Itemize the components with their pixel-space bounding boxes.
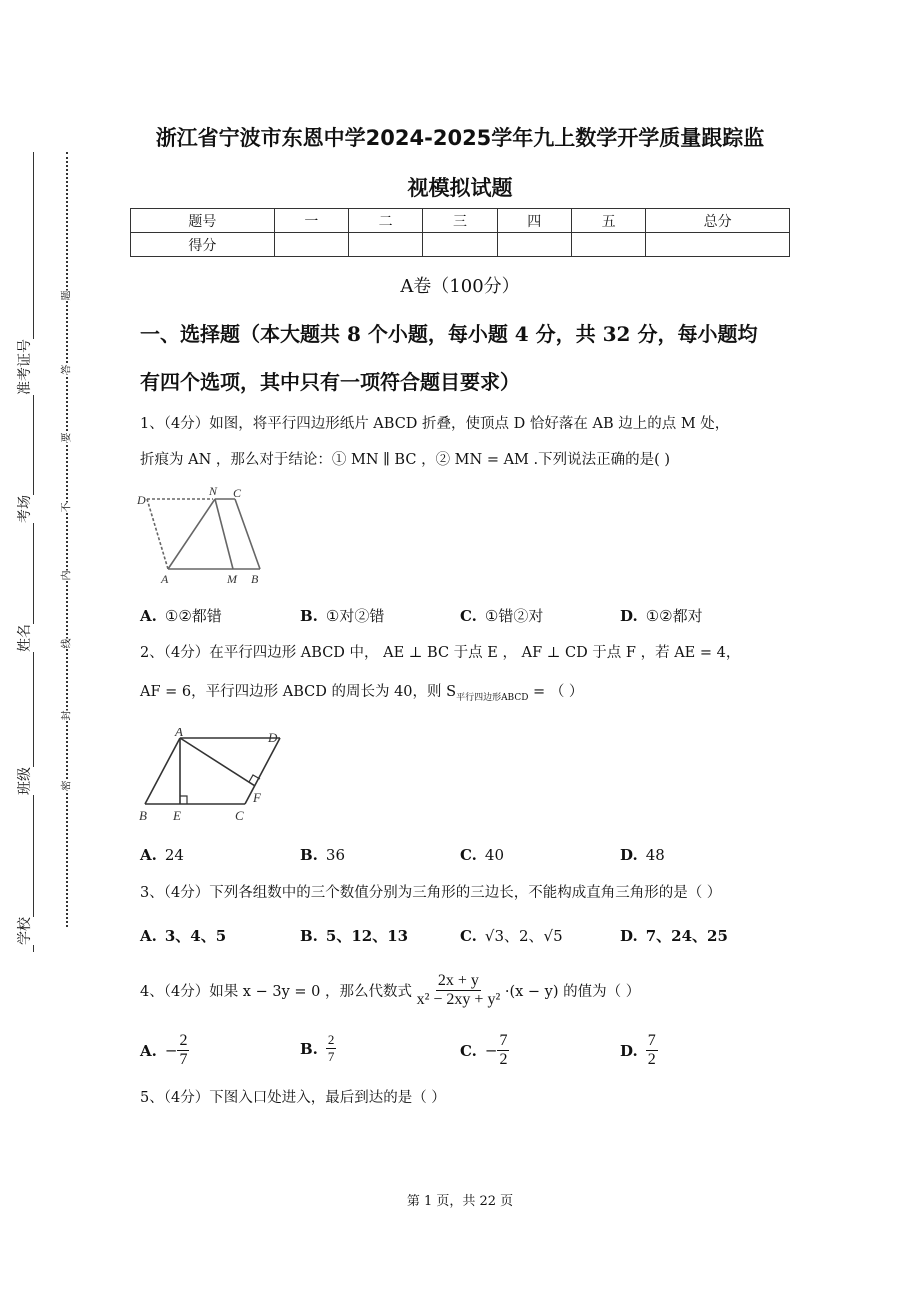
- seal-char: 封: [58, 711, 73, 721]
- option-letter: C.: [460, 927, 477, 945]
- option-letter: B.: [300, 607, 318, 625]
- point-label: N: [209, 485, 218, 498]
- question-5-line1: 5、（4分）下图入口处进入，最后到达的是（ ）: [140, 1090, 446, 1106]
- score-cell: [571, 233, 645, 257]
- q4-fraction: [417, 972, 501, 1009]
- option-text: 24: [164, 846, 184, 864]
- question-2-line1: 2、（4分）在平行四边形 ABCD 中， AE ⊥ BC 于点 E ， AF ⊥ CD 于点 F ，若 AE = 4，: [140, 645, 741, 661]
- numerator: 2: [179, 1032, 188, 1049]
- field-banji: 班级: [14, 767, 34, 795]
- option-text: 3、4、5: [164, 927, 227, 945]
- option-letter: B.: [300, 846, 318, 864]
- table-header-cell: 总分: [646, 209, 790, 233]
- point-label: A: [175, 728, 183, 739]
- q2-text-end: = （ ）: [528, 684, 584, 700]
- numerator: 2x + y: [437, 972, 479, 989]
- point-label: M: [227, 572, 237, 586]
- question-3-line1: 3、（4分）下列各组数中的三个数值分别为三角形的三边长，不能构成直角三角形的是（ ）: [140, 885, 722, 901]
- question-1-figure: [135, 485, 265, 590]
- q4-option-d[interactable]: [620, 1032, 658, 1069]
- score-table: [130, 208, 790, 257]
- point-label: D: [137, 493, 146, 507]
- option-letter: C.: [460, 846, 477, 864]
- point-label: B: [251, 572, 259, 586]
- field-xuexiao: 学校: [14, 917, 34, 945]
- score-cell: [497, 233, 571, 257]
- q3-option-d[interactable]: [620, 925, 728, 946]
- option-letter: B.: [300, 1039, 318, 1058]
- denominator: 7: [179, 1051, 188, 1068]
- part-heading: A卷（100分）: [400, 276, 520, 297]
- option-text: 7、24、25: [645, 927, 728, 945]
- option-sign: −: [484, 1041, 498, 1060]
- score-cell: [274, 233, 348, 257]
- option-text: 48: [645, 846, 665, 864]
- table-header-cell: 四: [497, 209, 571, 233]
- table-row: [131, 209, 790, 233]
- option-letter: A.: [140, 1041, 157, 1060]
- table-header-cell: 三: [423, 209, 497, 233]
- option-fraction: [326, 1032, 337, 1065]
- point-label: C: [235, 808, 244, 823]
- seal-char: 不: [58, 503, 73, 513]
- page-footer: 第 1 页，共 22 页: [406, 1194, 514, 1209]
- option-text: 36: [325, 846, 345, 864]
- score-cell: [349, 233, 423, 257]
- option-letter: D.: [620, 846, 638, 864]
- numerator: 2: [327, 1032, 335, 1047]
- option-letter: C.: [460, 1041, 477, 1060]
- table-header-cell: 一: [274, 209, 348, 233]
- table-header-cell: 五: [571, 209, 645, 233]
- option-fraction: [497, 1032, 509, 1069]
- q2-option-b[interactable]: [300, 846, 345, 864]
- point-label: B: [139, 808, 147, 823]
- q2-option-c[interactable]: [460, 846, 504, 864]
- q1-option-b[interactable]: [300, 605, 384, 626]
- page-title-line1: 浙江省宁波市东恩中学2024-2025学年九上数学开学质量跟踪监: [155, 126, 765, 150]
- option-text: ①②都错: [164, 607, 222, 625]
- section-heading-line2: 有四个选项，其中只有一项符合题目要求）: [140, 370, 520, 394]
- question-1-line2: 折痕为 AN ，那么对于结论：① MN ∥ BC ，② MN = AM .下列说法正确的是( ): [140, 452, 671, 468]
- option-letter: D.: [620, 607, 638, 625]
- option-fraction: [646, 1032, 658, 1069]
- question-2-line2: [140, 680, 583, 703]
- point-label: F: [253, 790, 261, 805]
- seal-char: 要: [58, 433, 73, 443]
- option-letter: D.: [620, 927, 638, 945]
- table-row: [131, 233, 790, 257]
- q4-option-a[interactable]: [140, 1032, 189, 1069]
- q2-subscript: 平行四边形ABCD: [456, 692, 529, 703]
- option-sign: −: [164, 1041, 178, 1060]
- denominator: 7: [327, 1049, 335, 1064]
- q3-option-c[interactable]: [460, 925, 563, 946]
- question-2-figure: [135, 728, 295, 824]
- field-xingming: 姓名: [14, 624, 34, 652]
- option-letter: D.: [620, 1041, 638, 1060]
- option-letter: C.: [460, 607, 477, 625]
- q3-option-a[interactable]: [140, 925, 226, 946]
- seal-char: 密: [58, 781, 73, 791]
- option-letter: B.: [300, 927, 318, 945]
- q2-text: AF = 6，平行四边形 ABCD 的周长为 40，则 S: [140, 684, 457, 700]
- denominator: x² − 2xy + y²: [416, 991, 501, 1008]
- option-fraction: [177, 1032, 189, 1069]
- field-kaochang: 考场: [14, 495, 34, 523]
- q4-option-b[interactable]: [300, 1032, 336, 1065]
- score-cell: [423, 233, 497, 257]
- q1-option-c[interactable]: [460, 605, 543, 626]
- question-4: [140, 972, 640, 1009]
- seal-char: 答: [58, 365, 73, 375]
- page-title-line2: 视模拟试题: [407, 176, 513, 200]
- option-text: √3、2、√5: [484, 927, 563, 945]
- table-header-cell: 题号: [131, 209, 275, 233]
- point-label: C: [233, 486, 242, 500]
- q1-option-a[interactable]: [140, 605, 222, 626]
- point-label: E: [173, 808, 181, 823]
- numerator: 7: [499, 1032, 508, 1049]
- q1-option-d[interactable]: [620, 605, 703, 626]
- q4-prefix: 4、（4分）如果 x − 3y = 0 ，那么代数式: [140, 984, 412, 1000]
- numerator: 7: [647, 1032, 656, 1049]
- q2-option-a[interactable]: [140, 846, 184, 864]
- seal-char: 内: [58, 571, 73, 581]
- denominator: 2: [499, 1051, 508, 1068]
- row-label: 得分: [131, 233, 275, 257]
- seal-char: 线: [58, 639, 73, 649]
- question-1-line1: 1、（4分）如图，将平行四边形纸片 ABCD 折叠，使顶点 D 恰好落在 AB 边上的点 M 处，: [140, 416, 730, 432]
- option-text: ①对②错: [325, 607, 385, 625]
- option-text: ①②都对: [645, 607, 703, 625]
- q3-option-b[interactable]: [300, 925, 408, 946]
- option-letter: A.: [140, 607, 157, 625]
- q4-option-c[interactable]: [460, 1032, 509, 1069]
- score-cell: [646, 233, 790, 257]
- option-text: 5、12、13: [325, 927, 409, 945]
- point-label: A: [161, 572, 169, 586]
- option-text: ①错②对: [484, 607, 544, 625]
- section-heading-line1: 一、选择题（本大题共 8 个小题，每小题 4 分，共 32 分，每小题均: [140, 322, 758, 346]
- q2-option-d[interactable]: [620, 846, 665, 864]
- denominator: 2: [647, 1051, 656, 1068]
- margin-dotted-line: [66, 152, 68, 927]
- field-zhunkaozheng: 准考证号: [14, 339, 34, 395]
- point-label: D: [268, 730, 278, 745]
- q4-suffix: ·(x − y) 的值为（ ）: [504, 984, 641, 1000]
- seal-char: 题: [58, 291, 73, 301]
- table-header-cell: 二: [349, 209, 423, 233]
- option-letter: A.: [140, 927, 157, 945]
- option-letter: A.: [140, 846, 157, 864]
- option-text: 40: [484, 846, 504, 864]
